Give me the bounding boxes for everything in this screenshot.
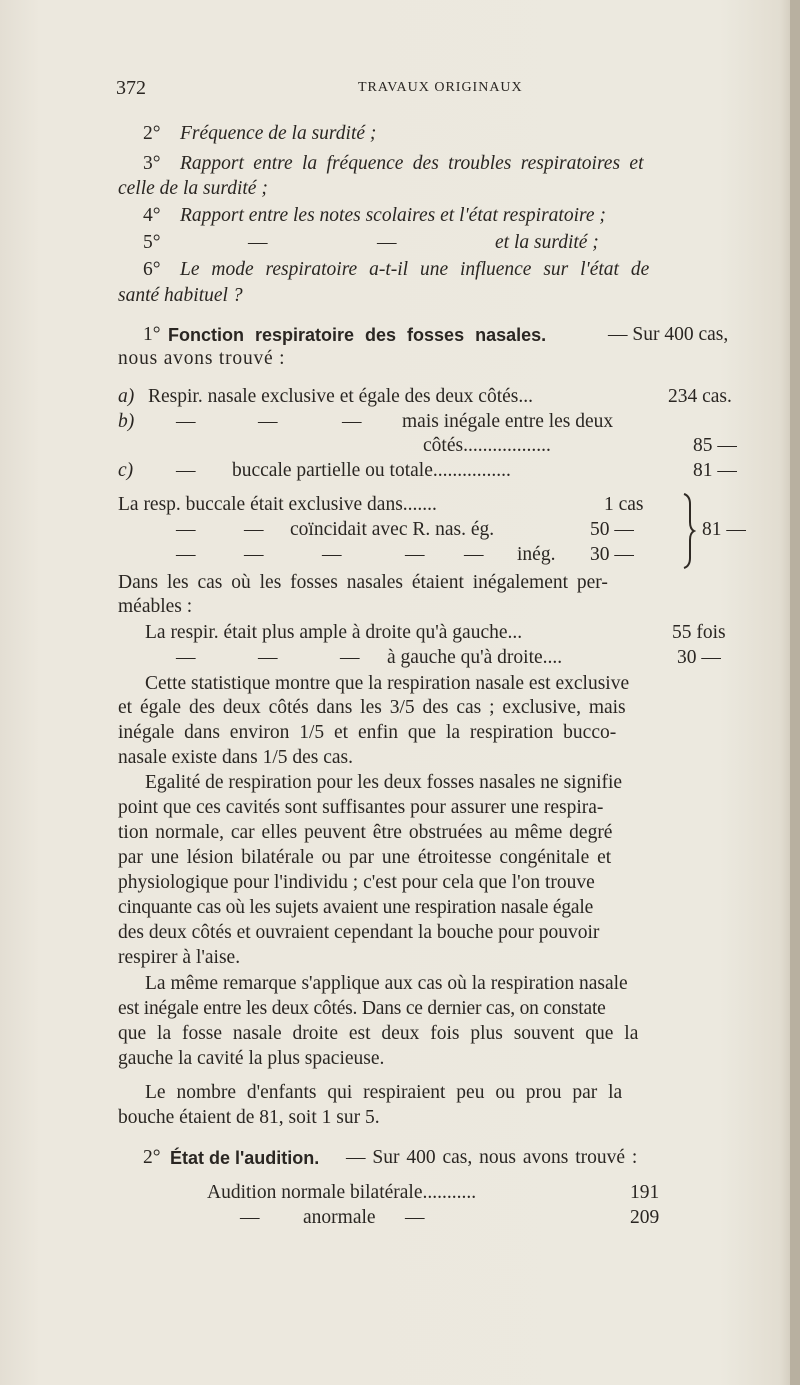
- table-row-a: a) Respir. nasale exclusive et égale des deux côtés... 234 cas.: [118, 386, 732, 407]
- paragraph-line: Le nombre d'enfants qui respiraient peu ou prou par la: [145, 1082, 623, 1103]
- side-row-2: — — — à gauche qu'à droite.... 30 —: [176, 647, 721, 668]
- paragraph-line: par une lésion bilatérale ou par une étroitesse congénitale et: [118, 847, 612, 868]
- paragraph-line: Egalité de respiration pour les deux fosses nasales ne signifie: [145, 772, 623, 793]
- paragraph-line: des deux côtés et ouvraient cependant la bouche pour pouvoir: [118, 922, 600, 943]
- question-6: 6° Le mode respiratoire a-t-il une influence sur l'état de: [143, 259, 650, 280]
- question-5: 5° — — et la surdité ;: [143, 232, 599, 253]
- section-1-title: Fonction respiratoire des fosses nasales.: [168, 325, 547, 345]
- uneven-paragraph: Dans les cas où les fosses nasales étaient inégalement per-: [118, 572, 608, 593]
- buccal-row-1: La resp. buccale était exclusive dans....... 1 cas: [118, 494, 644, 515]
- question-2: 2° Fréquence de la surdité ;: [143, 123, 377, 144]
- paragraph-line: cinquante cas où les sujets avaient une respiration nasale égale: [118, 897, 594, 918]
- running-header: [0, 75, 800, 101]
- hearing-row-2: — anormale — 209: [240, 1207, 660, 1228]
- paragraph-line: est inégale entre les deux côtés. Dans ce dernier cas, on constate: [118, 998, 606, 1019]
- hearing-row-1: Audition normale bilatérale........... 191: [207, 1182, 660, 1203]
- buccal-row-2: — — coïncidait avec R. nas. ég. 50 — 81 —: [0, 517, 800, 543]
- paragraph-line: Cette statistique montre que la respiration nasale est exclusive: [145, 673, 630, 694]
- paragraph-line: point que ces cavités sont suffisantes pour assurer une respira-: [118, 797, 604, 818]
- question-6-cont: santé habituel ?: [118, 285, 243, 306]
- table-row-c: c) — buccale partielle ou totale................ 81 —: [118, 460, 737, 481]
- paragraph-line: bouche étaient de 81, soit 1 sur 5.: [118, 1107, 380, 1128]
- question-3: 3° Rapport entre la fréquence des troubles respiratoires et: [143, 153, 644, 174]
- side-row-1: La respir. était plus ample à droite qu'à gauche... 55 fois: [145, 622, 726, 643]
- paragraph-line: physiologique pour l'individu ; c'est pour cela que l'on trouve: [118, 872, 595, 893]
- paragraph-line: respirer à l'aise.: [118, 947, 241, 968]
- question-3-cont: celle de la surdité ;: [118, 178, 268, 199]
- section-1-lead-cont: nous avons trouvé :: [118, 348, 286, 369]
- page-number: 372: [116, 77, 146, 99]
- paragraph-line: tion normale, car elles peuvent être obstruées au même degré: [118, 822, 613, 843]
- uneven-paragraph-cont: méables :: [118, 596, 193, 617]
- paragraph-line: inégale dans environ 1/5 et enfin que la respiration bucco-: [118, 722, 617, 743]
- section-1-heading: 1° Fonction respiratoire des fosses nasales. — Sur 400 cas,: [0, 322, 800, 348]
- question-4: 4° Rapport entre les notes scolaires et l'état respiratoire ;: [143, 205, 606, 226]
- buccal-row-3: — — — — — inég. 30 —: [176, 544, 634, 565]
- table-row-b: b) — — — mais inégale entre les deux: [118, 411, 614, 432]
- paragraph-line: et égale des deux côtés dans les 3/5 des cas ; exclusive, mais: [118, 697, 626, 718]
- paragraph-line: nasale existe dans 1/5 des cas.: [118, 747, 354, 768]
- curly-brace-icon: [672, 490, 696, 572]
- buccal-total: 81 —: [702, 519, 746, 540]
- table-row-b-cont: côtés.................. 85 —: [423, 435, 737, 456]
- section-2-title: État de l'audition.: [170, 1148, 320, 1168]
- paragraph-line: que la fosse nasale droite est deux fois plus souvent que la: [118, 1023, 639, 1044]
- running-title: TRAVAUX ORIGINAUX: [358, 80, 523, 95]
- section-2-heading: 2° État de l'audition. — Sur 400 cas, nous avons trouvé :: [0, 1145, 800, 1171]
- paragraph-line: gauche la cavité la plus spacieuse.: [118, 1048, 385, 1069]
- paragraph-line: La même remarque s'applique aux cas où la respiration nasale: [145, 973, 628, 994]
